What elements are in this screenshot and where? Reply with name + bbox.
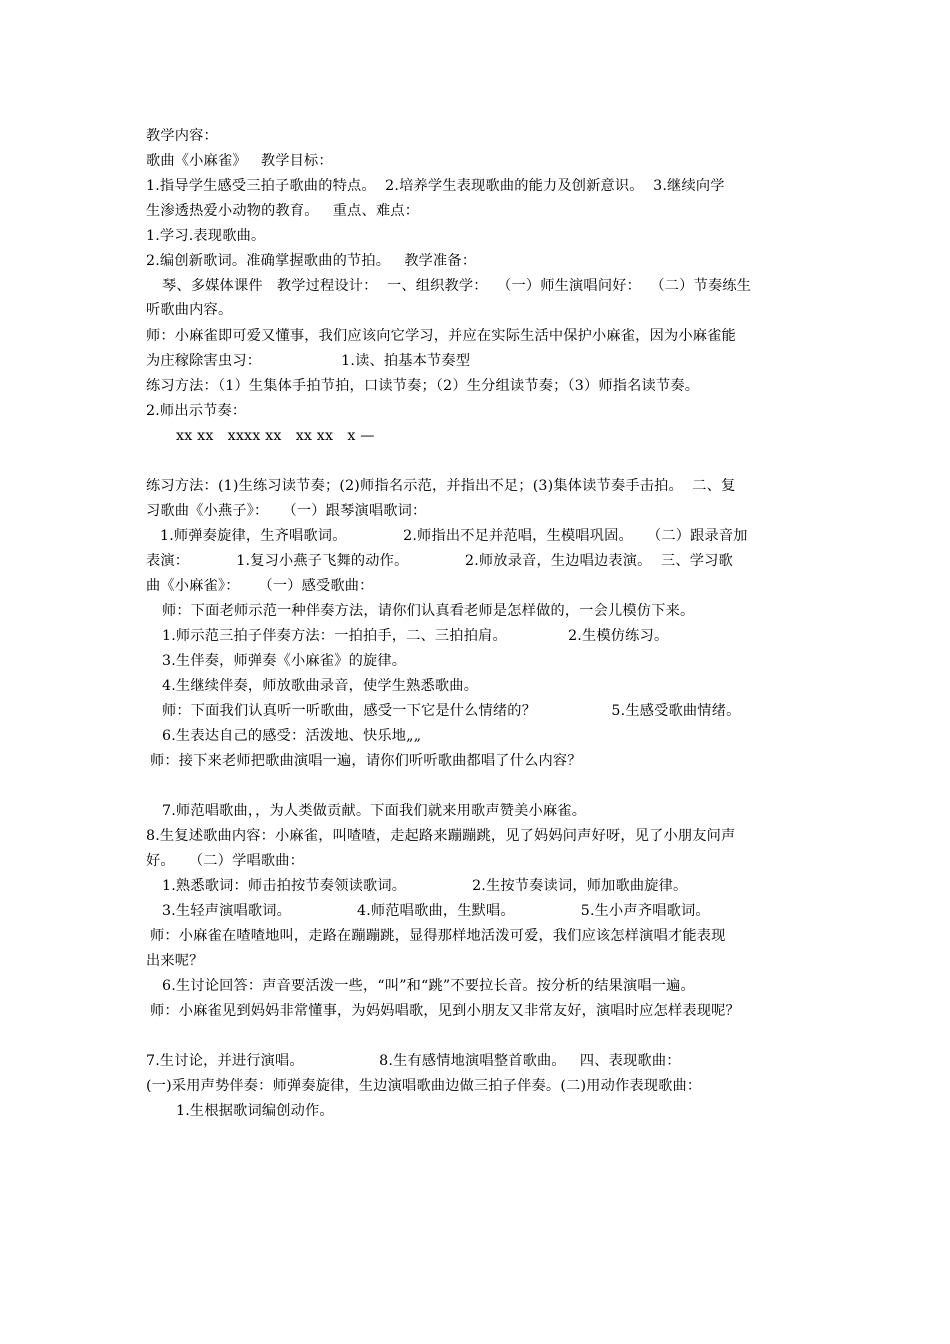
text-line: 师：接下来老师把歌曲演唱一遍，请你们听听歌曲都唱了什么内容？ (150, 753, 582, 769)
text-line: 出来呢？ (146, 953, 204, 969)
text-line: 为庄稼除害虫习： 1.读、拍基本节奏型 (146, 353, 471, 369)
text-line: 7.师范唱歌曲，，为人类做贡献。下面我们就来用歌声赞美小麻雀。 (162, 803, 587, 819)
text-line: 1.师弹奏旋律，生齐唱歌词。 2.师指出不足并范唱，生模唱巩固。 （二）跟录音加 (160, 528, 748, 544)
text-line: 练习方法：（1）生集体手拍节拍，口读节奏；（2）生分组读节奏；（3）师指名读节奏。 (146, 378, 700, 394)
text-line: 2.编创新歌词。准确掌握歌曲的节拍。 教学准备： (146, 253, 477, 269)
text-line: 6.生表达自己的感受：活泼地、快乐地„„ (162, 728, 422, 744)
text-line: 听歌曲内容。 (146, 302, 233, 318)
text-line: 8.生复述歌曲内容：小麻雀，叫喳喳，走起路来蹦蹦跳，见了妈妈问声好呀，见了小朋友问声 (146, 828, 736, 844)
text-line: 习歌曲《小燕子》： （一）跟琴演唱歌词： (146, 503, 427, 519)
text-line: 6.生讨论回答：声音要活泼一些，“叫”和“跳”不要拉长音。按分析的结果演唱一遍。 (162, 978, 695, 994)
text-line: 师：下面我们认真听一听歌曲，感受一下它是什么情绪的？ 5.生感受歌曲情绪。 (162, 703, 741, 719)
rhythm-pattern: xx xx xxxx xx xx xx x — (176, 428, 375, 444)
text-line: 3.生伴奏，师弹奏《小麻雀》的旋律。 (162, 653, 407, 669)
text-line: 2.师出示节奏： (146, 403, 247, 419)
text-line: 生渗透热爱小动物的教育。 重点、难点： (146, 203, 420, 219)
text-line: 教学内容： (146, 128, 218, 144)
text-line: 1.师示范三拍子伴奏方法：一拍拍手，二、三拍拍肩。 2.生模仿练习。 (162, 628, 669, 644)
text-line: 1.指导学生感受三拍子歌曲的特点。 2.培养学生表现歌曲的能力及创新意识。 3.继续向学 (146, 178, 725, 194)
text-line: 1.学习.表现歌曲。 (146, 228, 266, 244)
text-line: 师：下面老师示范一种伴奏方法，请你们认真看老师是怎样做的，一会儿模仿下来。 (162, 603, 695, 619)
text-line: 歌曲《小麻雀》 教学目标： (146, 153, 333, 169)
text-line: 练习方法：(1)生练习读节奏；(2)师指名示范，并指出不足；(3)集体读节奏手击拍。 二、复 (146, 478, 736, 494)
text-line: 3.生轻声演唱歌词。 4.师范唱歌曲，生默唱。 5.生小声齐唱歌词。 (162, 903, 710, 919)
text-line: 好。 （二）学唱歌曲： (146, 853, 305, 869)
text-line: 曲《小麻雀》： （一）感受歌曲： (146, 578, 374, 594)
text-line: 师：小麻雀在喳喳地叫，走路在蹦蹦跳，显得那样地活泼可爱，我们应该怎样演唱才能表现 (150, 928, 726, 944)
text-line: 1.熟悉歌词：师击拍按节奏领读歌词。 2.生按节奏读词，师加歌曲旋律。 (162, 878, 688, 894)
text-line: 琴、多媒体课件 教学过程设计： 一、组织教学： （一）师生演唱问好： （二）节奏练生 (162, 278, 752, 294)
text-line: 1.生根据歌词编创动作。 (176, 1103, 334, 1119)
text-line: 4.生继续伴奏，师放歌曲录音，使学生熟悉歌曲。 (162, 678, 479, 694)
text-line: 表演： 1.复习小燕子飞舞的动作。 2.师放录音，生边唱边表演。 三、学习歌 (146, 553, 733, 569)
text-line: 7.生讨论，并进行演唱。 8.生有感情地演唱整首歌曲。 四、表现歌曲： (146, 1053, 681, 1069)
text-line: (一)采用声势伴奏：师弹奏旋律，生边演唱歌曲边做三拍子伴奏。(二)用动作表现歌曲： (146, 1078, 702, 1094)
text-line: 师：小麻雀即可爱又懂事，我们应该向它学习，并应在实际生活中保护小麻雀，因为小麻雀能 (146, 328, 736, 344)
text-line: 师：小麻雀见到妈妈非常懂事，为妈妈唱歌，见到小朋友又非常友好，演唱时应怎样表现呢？ (150, 1003, 740, 1019)
